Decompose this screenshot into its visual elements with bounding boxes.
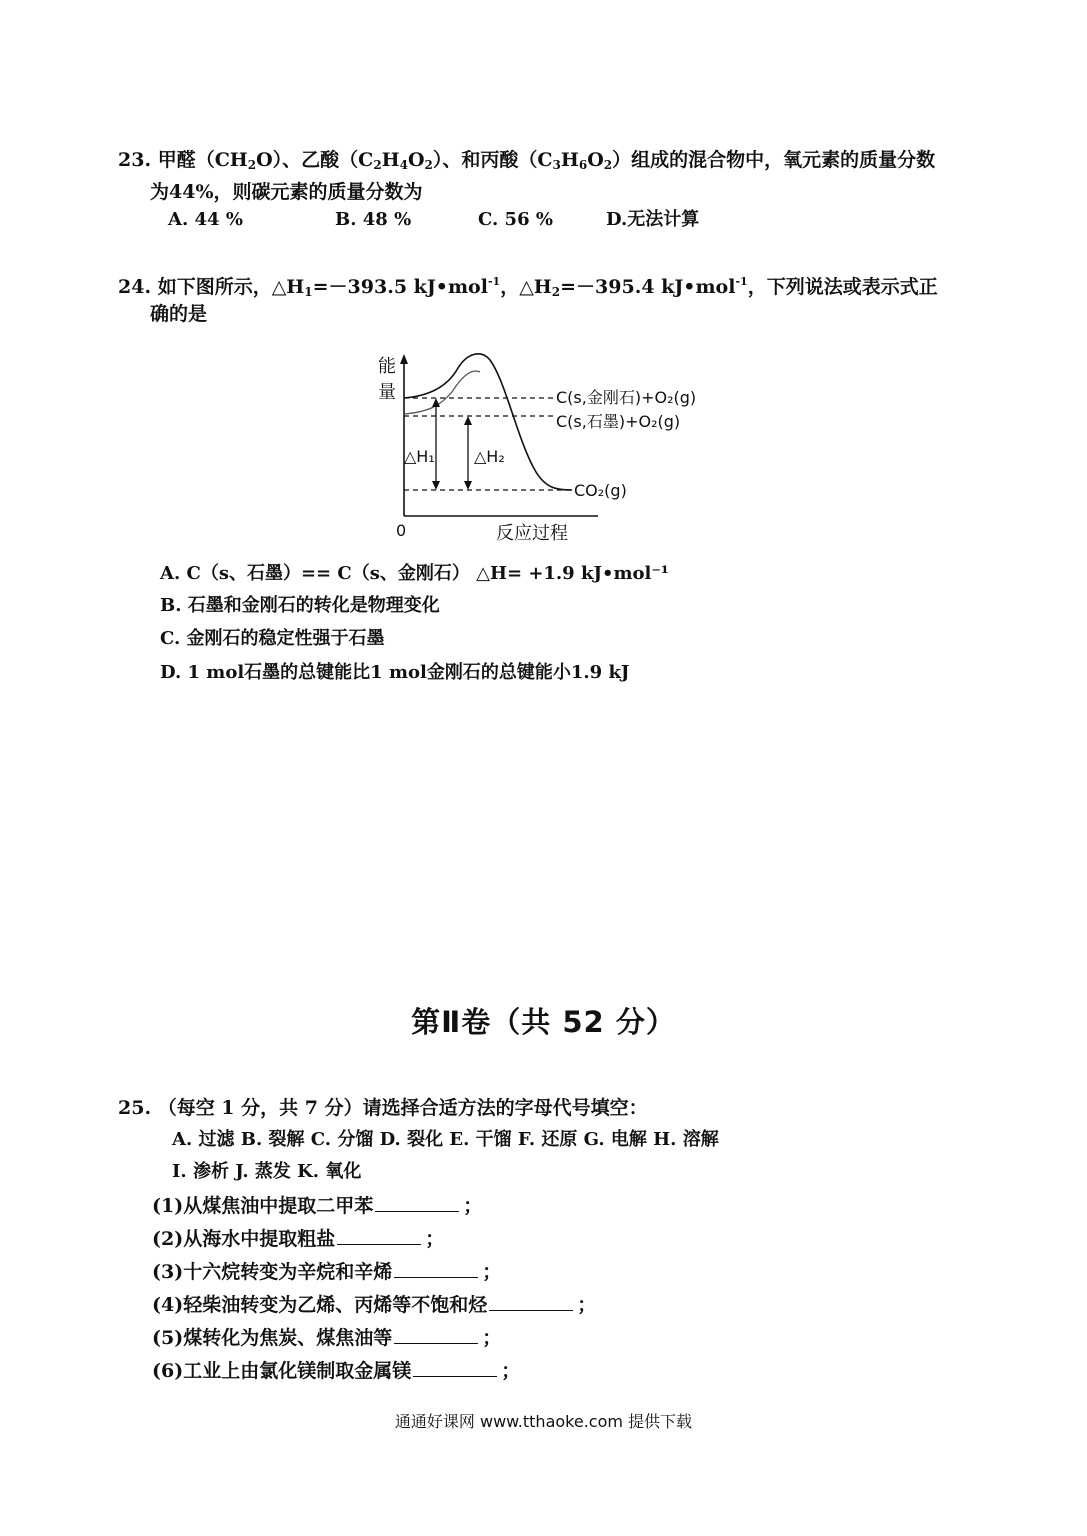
level-top-label: C(s,金刚石)+O₂(g) <box>556 388 697 407</box>
q25-item-5: (5)煤转化为焦炭、煤焦油等 ； <box>152 1327 502 1349</box>
x-axis-label: 反应过程 <box>496 523 568 544</box>
q25-choices-line2: I. 渗析 J. 蒸发 K. 氧化 <box>172 1161 362 1182</box>
answer-blank[interactable] <box>394 1325 478 1344</box>
q24-option-a: A. C（s、石墨）== C（s、金刚石） △H= +1.9 kJ•mol⁻¹ <box>160 563 669 584</box>
q24-option-c: C. 金刚石的稳定性强于石墨 <box>160 628 385 649</box>
answer-blank[interactable] <box>489 1292 573 1311</box>
answer-blank[interactable] <box>337 1226 421 1245</box>
level-bottom-label: CO₂(g) <box>574 481 627 500</box>
dh1-label: △H₁ <box>404 447 435 466</box>
answer-blank[interactable] <box>375 1193 459 1212</box>
diamond-curve <box>404 354 572 490</box>
q25-item-4: (4)轻柴油转变为乙烯、丙烯等不饱和烃 ； <box>152 1294 597 1316</box>
q24-option-d: D. 1 mol石墨的总键能比1 mol金刚石的总键能小1.9 kJ <box>160 662 630 683</box>
level-mid-label: C(s,石墨)+O₂(g) <box>556 412 681 431</box>
page-footer: 通通好课网 www.tthaoke.com 提供下载 <box>394 1412 693 1431</box>
q24-number: 24. <box>118 276 152 298</box>
q25-number: 25. <box>118 1097 152 1119</box>
q23-option-d: D.无法计算 <box>606 209 700 230</box>
q25-item-6: (6)工业上由氯化镁制取金属镁 ； <box>152 1360 521 1382</box>
q25-item-1: (1)从煤焦油中提取二甲苯 ； <box>152 1195 483 1217</box>
y-axis-label-2: 量 <box>378 382 396 403</box>
q25-item-2: (2)从海水中提取粗盐 ； <box>152 1228 445 1250</box>
q24-option-b: B. 石墨和金刚石的转化是物理变化 <box>160 595 440 616</box>
y-axis-arrow <box>400 354 408 364</box>
answer-blank[interactable] <box>394 1259 478 1278</box>
q23-line1: 23. 甲醛$(CH_2O)$、乙酸$(C_2H_4O_2)$、和丙酸$(C_3H_6O_2)$组成的混合物中，氧元素的质量分数 <box>118 149 936 172</box>
q25-item-3: (3)十六烷转变为辛烷和辛烯 ； <box>152 1261 502 1283</box>
answer-blank[interactable] <box>413 1358 497 1377</box>
section-2-title: 第Ⅱ卷（共 52 分） <box>411 1005 676 1039</box>
q24-line2: 确的是 <box>150 303 208 325</box>
q24-line1: 24. 如下图所示，$\triangle H_1=-393.5$ kJ•mol$^{-1}$，$\triangle H_2=-395.4$ kJ•mol$^{-1}$，下列说法或表示式正 <box>118 275 938 299</box>
q25-intro-line: 25. （每空 1 分，共 7 分）请选择合适方法的字母代号填空： <box>118 1097 648 1119</box>
y-axis-label-1: 能 <box>378 356 396 377</box>
q23-option-b: B. 48 % <box>335 209 412 230</box>
q23-option-c: C. 56 % <box>478 209 553 230</box>
energy-diagram <box>368 332 758 552</box>
origin-label: 0 <box>396 521 407 540</box>
graphite-curve <box>404 371 480 414</box>
dh2-label: △H₂ <box>474 447 505 466</box>
q23-option-a: A. 44 % <box>168 209 243 230</box>
q23-line2: 为44%，则碳元素的质量分数为 <box>150 181 423 203</box>
q25-choices-line1: A. 过滤 B. 裂解 C. 分馏 D. 裂化 E. 干馏 F. 还原 G. 电解 H. 溶解 <box>172 1129 719 1150</box>
q23-number: 23. <box>118 149 152 171</box>
